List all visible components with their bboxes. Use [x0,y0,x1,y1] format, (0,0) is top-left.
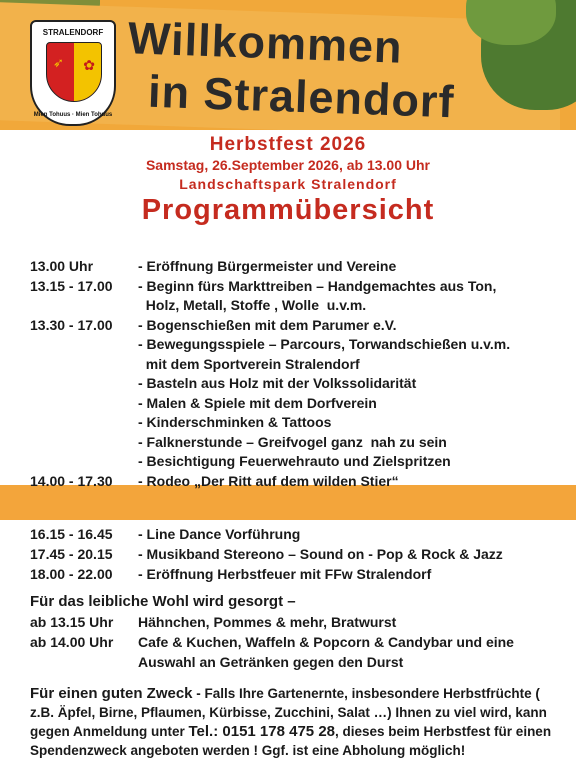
shield-icon [46,42,102,102]
program-row [30,394,560,414]
program-row [30,612,560,632]
coat-of-arms-logo [30,20,116,126]
program-time: 13.00 Uhr [30,258,94,274]
program-time [30,652,138,672]
program-row [30,296,560,316]
program-time [30,394,138,414]
program-time [30,296,138,316]
charity-lead: Für einen guten Zweck [30,685,193,702]
program-row [30,452,560,472]
program-time: 16.15 - 16.45 [30,526,113,542]
crest-title: STRALENDORF [42,28,104,37]
program-desc: Cafe & Kuchen, Waffeln & Popcorn & Candybar und eine [138,634,514,650]
program-desc: - Falknerstunde – Greifvogel ganz nah zu sein [138,433,447,450]
program-desc: - Eröffnung Herbstfeuer mit FFw Stralendorf [138,566,432,582]
program-desc: Holz, Metall, Stoffe , Wolle u.v.m. [138,297,367,313]
program-row [30,544,560,564]
program-time: ab 14.00 Uhr [30,634,114,650]
charity-phone: Tel.: 0151 178 475 28 [188,723,335,740]
program-desc: - Line Dance Vorführung [138,526,301,542]
program-desc: - Rodeo „Der Ritt auf dem wilden Stier“ [138,472,399,489]
crest-motto: Mien Tohuus · Mien Tohuus [33,112,113,118]
program-row [30,632,560,652]
program-time [30,452,138,472]
program-desc: mit dem Sportverein Stralendorf [138,355,360,372]
program-row [30,564,560,584]
charity-notice [30,684,560,760]
program-desc: - Bogenschießen mit dem Parumer e.V. [138,316,397,333]
program-row [30,524,560,544]
program-time: 14.00 - 17.30 [30,472,113,489]
program-row [30,413,560,433]
program-desc: - Basteln aus Holz mit der Volkssolidarität [138,375,417,391]
program-row [30,335,560,355]
program-row [30,433,560,453]
program-time: ab 13.15 Uhr [30,614,114,630]
program-desc: - Beginn fürs Markttreiben – Handgemachtes aus Ton, [138,277,497,294]
flower-icon: ✿ [83,57,95,73]
program-list-2 [30,524,560,760]
program-row [30,257,560,277]
program-time [30,413,138,433]
program-desc: - Besichtigung Feuerwehrauto und Zielspritzen [138,453,451,469]
program-heading: Programmübersicht [141,194,435,226]
program-desc: - Bewegungsspiele – Parcours, Torwandschießen u.v.m. [138,336,511,352]
charity-text-2: , dieses beim Herbstfest für einen Spendenzweck angeboten werden ! Ggf. ist eine Abholung möglich! [30,724,552,758]
welcome-banner [0,0,576,130]
program-time [30,433,138,453]
program-row [30,374,560,394]
program-time: 18.00 - 22.00 [30,566,113,582]
arrows-icon: ➶ [53,55,64,70]
program-desc: - Kinderschminken & Tattoos [138,414,332,430]
program-desc: Auswahl an Getränken gegen den Durst [138,654,404,670]
program-desc: - Musikband Stereono – Sound on - Pop & Rock & Jazz [138,546,503,562]
program-card-2 [0,520,576,768]
program-time [30,374,138,394]
program-time [30,335,138,355]
program-card [0,130,576,489]
program-desc: Hähnchen, Pommes & mehr, Bratwurst [138,614,397,630]
program-row [30,652,560,672]
charity-text: - Falls Ihre Gartenernte, insbesondere Herbstfrüchte ( z.B. Äpfel, Birne, Pflaumen, Kürbisse, Zucchini, Salat …) Ihnen zu viel wird, kann gegen Anmeldung unter [30,686,547,739]
program-time [30,355,138,375]
program-time: 13.30 - 17.00 [30,316,113,333]
welcome-line-2: in Stralendorf [147,65,456,128]
program-desc: - Malen & Spiele mit dem Dorfverein [138,394,377,411]
program-time: 13.15 - 17.00 [30,277,113,294]
program-row [30,316,560,336]
program-desc: - Eröffnung Bürgermeister und Vereine [138,258,397,274]
program-row [30,472,560,492]
food-title: Für das leibliche Wohl wird gesorgt – [30,593,296,610]
program-list [30,257,560,491]
event-location: Landschaftspark Stralendorf [179,176,397,192]
program-time: 17.45 - 20.15 [30,546,113,562]
program-row [30,277,560,297]
welcome-line-1: Willkommen [127,12,404,73]
event-title: Herbstfest 2026 [209,134,367,155]
event-date: Samstag, 26.September 2026, ab 13.00 Uhr [145,157,431,173]
program-row [30,355,560,375]
